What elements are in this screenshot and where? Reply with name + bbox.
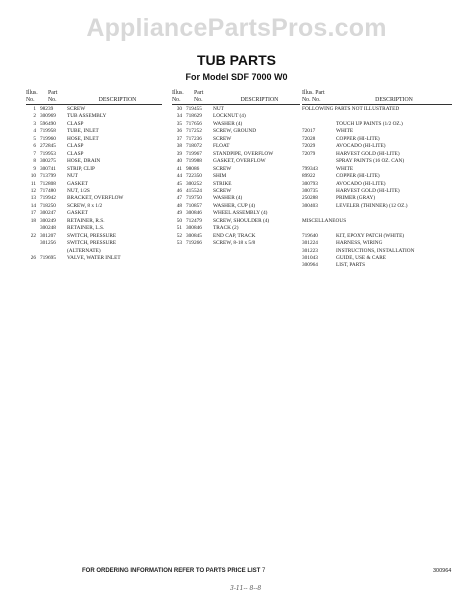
- part-description: NUT, 1/2S: [67, 187, 90, 194]
- part-description: SCREW, 8-18 x 5/8: [213, 240, 256, 247]
- part-description: SCREW, 8 x 1/2: [67, 202, 103, 209]
- table-row: [172, 151, 300, 158]
- part-description: NUT: [213, 106, 224, 112]
- illus-number: 26: [30, 255, 36, 262]
- watermark: AppliancePartsPros.com: [86, 14, 387, 42]
- part-number: 72028: [302, 135, 316, 142]
- illus-number: [26, 240, 40, 247]
- illus-number: 52: [176, 232, 182, 239]
- miscellaneous-heading: MISCELLANEOUS: [302, 217, 347, 224]
- part-description: SCREW: [213, 187, 232, 194]
- part-number: [302, 158, 336, 165]
- column-header: [26, 88, 162, 105]
- part-description: SPRAY PAINTS (16 OZ. CAN): [336, 158, 405, 165]
- page-number: 7: [262, 568, 266, 574]
- part-number: 719958: [40, 128, 56, 135]
- part-number: 301256: [40, 240, 56, 247]
- part-description: SCREW, SHOULDER (4): [213, 217, 270, 224]
- part-description: CLASP: [67, 143, 84, 150]
- illus-number: 22: [30, 232, 36, 239]
- illus-number: 45: [176, 180, 182, 187]
- description-header: DESCRIPTION: [98, 97, 137, 103]
- part-number: 300969: [40, 113, 56, 120]
- table-row: [26, 136, 162, 143]
- part-number: 300735: [302, 187, 318, 194]
- part-number: 712479: [186, 217, 202, 224]
- part-number: 89922: [302, 173, 316, 180]
- part-number: 300846: [186, 210, 202, 217]
- part-number: 717656: [186, 120, 202, 127]
- part-description: SWITCH, PRESSURE: [67, 232, 117, 239]
- part-description: GUIDE, USE & CARE: [336, 255, 387, 262]
- part-description: HARNESS, WIRING: [336, 240, 383, 247]
- part-number: [40, 248, 67, 255]
- table-row: [302, 173, 452, 180]
- part-number: 596490: [40, 120, 56, 127]
- part-number: 72017: [302, 128, 316, 135]
- part-description: SCREW: [67, 106, 86, 112]
- part-number: 718629: [186, 113, 202, 120]
- part-number: 719750: [186, 195, 202, 202]
- part-description: INSTRUCTIONS, INSTALLATION: [336, 247, 415, 254]
- part-number: 719455: [186, 106, 202, 112]
- part-description: STRIP, CLIP: [67, 165, 95, 172]
- part-description: SCREW: [213, 135, 232, 142]
- illus-number: 35: [176, 120, 182, 127]
- table-row: [302, 121, 452, 128]
- part-number: 717252: [186, 128, 202, 135]
- part-description: VALVE, WATER INLET: [67, 255, 121, 262]
- illus-number: 47: [176, 195, 182, 202]
- illus-number: 39: [176, 150, 182, 157]
- table-row: [302, 233, 452, 240]
- table-row: [302, 158, 452, 165]
- table-row: [302, 166, 452, 173]
- illus-number: 10: [30, 173, 36, 180]
- table-row: [26, 166, 162, 173]
- table-row: [26, 143, 162, 150]
- table-row: [26, 255, 162, 262]
- part-description: WHITE: [336, 128, 354, 135]
- part-number: 719942: [40, 195, 56, 202]
- part-description: TUBE, INLET: [67, 128, 99, 135]
- part-description: AVOCADO (HI-LITE): [336, 180, 386, 187]
- part-number: 300247: [40, 210, 56, 217]
- illus-number: 3: [33, 120, 36, 127]
- part-number: 300403: [302, 202, 318, 209]
- illus-number: 17: [30, 210, 36, 217]
- illus-number: 41: [176, 165, 182, 172]
- part-description: RETAINER, R.S.: [67, 217, 105, 224]
- part-description: LEVELER (THINNER) (12 OZ.): [336, 202, 408, 209]
- description-header: DESCRIPTION: [240, 97, 279, 103]
- part-number: 719953: [40, 150, 56, 157]
- illus-number: 9: [33, 165, 36, 172]
- table-row: [172, 128, 300, 135]
- table-row: [172, 195, 300, 202]
- ordering-info: FOR ORDERING INFORMATION REFER TO PARTS PRICE LIST: [82, 568, 261, 574]
- illus-number: 50: [176, 217, 182, 224]
- document-code: 300964: [433, 568, 452, 574]
- illus-number: 48: [176, 202, 182, 209]
- part-description: SWITCH, PRESSURE: [67, 240, 117, 247]
- table-row: [26, 225, 162, 232]
- illus-number: 7: [33, 150, 36, 157]
- part-description: HARVEST GOLD (HI-LITE): [336, 150, 400, 157]
- part-number: 72029: [302, 143, 316, 150]
- part-description: SHIM: [213, 173, 227, 180]
- illus-number: 53: [176, 240, 182, 247]
- table-row: [26, 233, 162, 240]
- part-no-header: Part No.: [194, 90, 204, 103]
- table-row: [172, 143, 300, 150]
- table-row: [26, 181, 162, 188]
- part-number: 272845: [40, 143, 56, 150]
- table-row: [26, 240, 162, 247]
- part-number: 300793: [302, 180, 318, 187]
- part-description: SCREW, GROUND: [213, 128, 257, 135]
- part-number: 710857: [186, 202, 202, 209]
- part-description: TOUCH UP PAINTS (1/2 OZ.): [336, 120, 403, 127]
- part-number: 719960: [40, 135, 56, 142]
- part-description: HOSE, DRAIN: [67, 158, 101, 165]
- part-number: 718072: [186, 143, 202, 150]
- page-title: TUB PARTS: [196, 52, 277, 68]
- illus-number: 34: [176, 113, 182, 120]
- not-illustrated-note: FOLLOWING PARTS NOT ILLUSTRATED: [302, 106, 400, 112]
- part-number: 250288: [302, 195, 318, 202]
- part-number: 300248: [40, 225, 56, 232]
- illus-no-header: Illus. No.: [172, 90, 184, 103]
- illus-number: 13: [30, 195, 36, 202]
- illus-number: [26, 248, 40, 255]
- illus-number: 2: [33, 113, 36, 120]
- part-description: WASHER (4): [213, 195, 243, 202]
- illus-number: 8: [33, 158, 36, 165]
- table-row: [172, 240, 300, 247]
- part-description: COPPER (HI-LITE): [336, 173, 380, 180]
- part-description: HOSE, INLET: [67, 135, 99, 142]
- table-row: [172, 106, 300, 113]
- part-description: GASKET: [67, 180, 88, 187]
- table-row: [302, 181, 452, 188]
- table-row: [172, 233, 300, 240]
- table-row: [302, 136, 452, 143]
- part-number: 717236: [186, 135, 202, 142]
- table-row: [302, 195, 452, 202]
- column-header: [302, 88, 452, 105]
- part-number: 300964: [302, 262, 318, 269]
- table-row: [172, 188, 300, 195]
- part-number: 301224: [302, 240, 318, 247]
- part-number: 300741: [40, 165, 56, 172]
- illus-number: 40: [176, 158, 182, 165]
- part-number: 712808: [40, 180, 56, 187]
- illus-number: 46: [176, 187, 182, 194]
- part-description: FLOAT: [213, 143, 230, 150]
- part-description: KIT, EPOXY PATCH (WHITE): [336, 232, 405, 239]
- table-row: [172, 158, 300, 165]
- table-row: [26, 158, 162, 165]
- model-subtitle: For Model SDF 7000 W0: [185, 72, 288, 82]
- part-number: [302, 121, 336, 128]
- part-no-header: Part No.: [48, 90, 58, 103]
- part-description: TRACK (2): [213, 225, 239, 232]
- column-header: [172, 88, 300, 105]
- illus-number: 44: [176, 173, 182, 180]
- illus-number: 14: [30, 202, 36, 209]
- part-number: 300275: [40, 158, 56, 165]
- illus-number: 38: [176, 143, 182, 150]
- table-row: [26, 210, 162, 217]
- illus-number: 18: [30, 217, 36, 224]
- part-number: 719266: [186, 240, 202, 247]
- part-number: 719988: [186, 158, 202, 165]
- table-row: [302, 240, 452, 247]
- parts-list: [172, 106, 300, 248]
- part-description: CLASP: [67, 150, 84, 157]
- table-row: [302, 143, 452, 150]
- part-number: 300249: [40, 217, 56, 224]
- part-description: GASKET: [67, 210, 88, 217]
- part-description: HARVEST GOLD (HI-LITE): [336, 187, 400, 194]
- part-number: 98086: [186, 165, 200, 172]
- part-description: AVOCADO (HI-LITE): [336, 143, 386, 150]
- part-description: LOCKNUT (4): [213, 113, 246, 120]
- table-row: [26, 128, 162, 135]
- part-description: (ALTERNATE): [67, 247, 101, 254]
- part-number: 415524: [186, 187, 202, 194]
- table-row: [26, 203, 162, 210]
- part-description: WHEEL ASSEMBLY (4): [213, 210, 268, 217]
- parts-list: [26, 106, 162, 263]
- part-number: 300846: [186, 225, 202, 232]
- illus-number: 36: [176, 128, 182, 135]
- part-number: 301207: [40, 232, 56, 239]
- table-row: [26, 106, 162, 113]
- table-row: [172, 181, 300, 188]
- part-description: CLASP: [67, 120, 84, 127]
- table-row: [26, 218, 162, 225]
- part-number: 799343: [302, 165, 318, 172]
- table-row: [26, 113, 162, 120]
- part-description: PRIMER (GRAY): [336, 195, 376, 202]
- part-description: TUB ASSEMBLY: [67, 113, 107, 120]
- table-row: [26, 248, 162, 255]
- part-description: END CAP, TRACK: [213, 232, 256, 239]
- table-row: [172, 136, 300, 143]
- table-row: [26, 188, 162, 195]
- part-description: WASHER (4): [213, 120, 243, 127]
- part-description: STRIKE: [213, 180, 232, 187]
- part-number: 72079: [302, 150, 316, 157]
- part-description: WHITE: [336, 165, 354, 172]
- part-number: 301223: [302, 247, 318, 254]
- table-row: [302, 262, 452, 269]
- illus-no-header: Illus. No.: [26, 90, 38, 103]
- table-row: [302, 128, 452, 135]
- table-row: [302, 255, 452, 262]
- table-row: [302, 203, 452, 210]
- illus-number: 5: [33, 135, 36, 142]
- table-row: [172, 173, 300, 180]
- paints-list: [302, 121, 452, 210]
- table-row: [172, 225, 300, 232]
- part-number: 98239: [40, 106, 54, 112]
- illus-number: 1: [33, 106, 36, 112]
- illus-number: 11: [30, 180, 36, 187]
- part-number: 719695: [40, 255, 56, 262]
- part-number: 719640: [302, 232, 318, 239]
- handwritten-note: 3-11-- 8--8: [230, 585, 262, 592]
- table-row: [302, 248, 452, 255]
- illus-number: [26, 225, 40, 232]
- part-description: LIST, PARTS: [336, 262, 366, 269]
- part-description: RETAINER, L.S.: [67, 225, 105, 232]
- part-number: 717480: [40, 187, 56, 194]
- description-header: DESCRIPTION: [375, 97, 413, 103]
- table-row: [302, 188, 452, 195]
- part-number: 300845: [186, 232, 202, 239]
- illus-number: 49: [176, 210, 182, 217]
- parts-column-1: [26, 88, 162, 263]
- part-number: 722350: [186, 173, 202, 180]
- table-row: [26, 195, 162, 202]
- illus-number: 37: [176, 135, 182, 142]
- illus-number: 4: [33, 128, 36, 135]
- part-description: GASKET, OVERFLOW: [213, 158, 266, 165]
- part-number: 718250: [40, 202, 56, 209]
- table-row: [172, 218, 300, 225]
- part-number: 300252: [186, 180, 202, 187]
- illus-part-header: Illus. Part No. No.: [302, 90, 325, 103]
- table-row: [302, 151, 452, 158]
- part-description: SCREW: [213, 165, 232, 172]
- part-description: COPPER (HI-LITE): [336, 135, 380, 142]
- part-description: BRACKET, OVERFLOW: [67, 195, 124, 202]
- part-description: NUT: [67, 173, 78, 180]
- part-description: STANDPIPE, OVERFLOW: [213, 150, 274, 157]
- illus-number: 6: [33, 143, 36, 150]
- table-row: [26, 173, 162, 180]
- part-number: 301043: [302, 255, 318, 262]
- part-number: 719967: [186, 150, 202, 157]
- misc-list: [302, 233, 452, 270]
- part-number: 713799: [40, 173, 56, 180]
- illus-number: 30: [176, 106, 182, 112]
- parts-column-2: [172, 88, 300, 248]
- illus-number: 12: [30, 187, 36, 194]
- table-row: [172, 166, 300, 173]
- table-row: [26, 121, 162, 128]
- table-row: [172, 113, 300, 120]
- table-row: [172, 203, 300, 210]
- table-row: [26, 151, 162, 158]
- table-row: [172, 210, 300, 217]
- illus-number: 51: [176, 225, 182, 232]
- part-description: WASHER, CUP (4): [213, 202, 256, 209]
- parts-column-3: [302, 88, 452, 270]
- table-row: [172, 121, 300, 128]
